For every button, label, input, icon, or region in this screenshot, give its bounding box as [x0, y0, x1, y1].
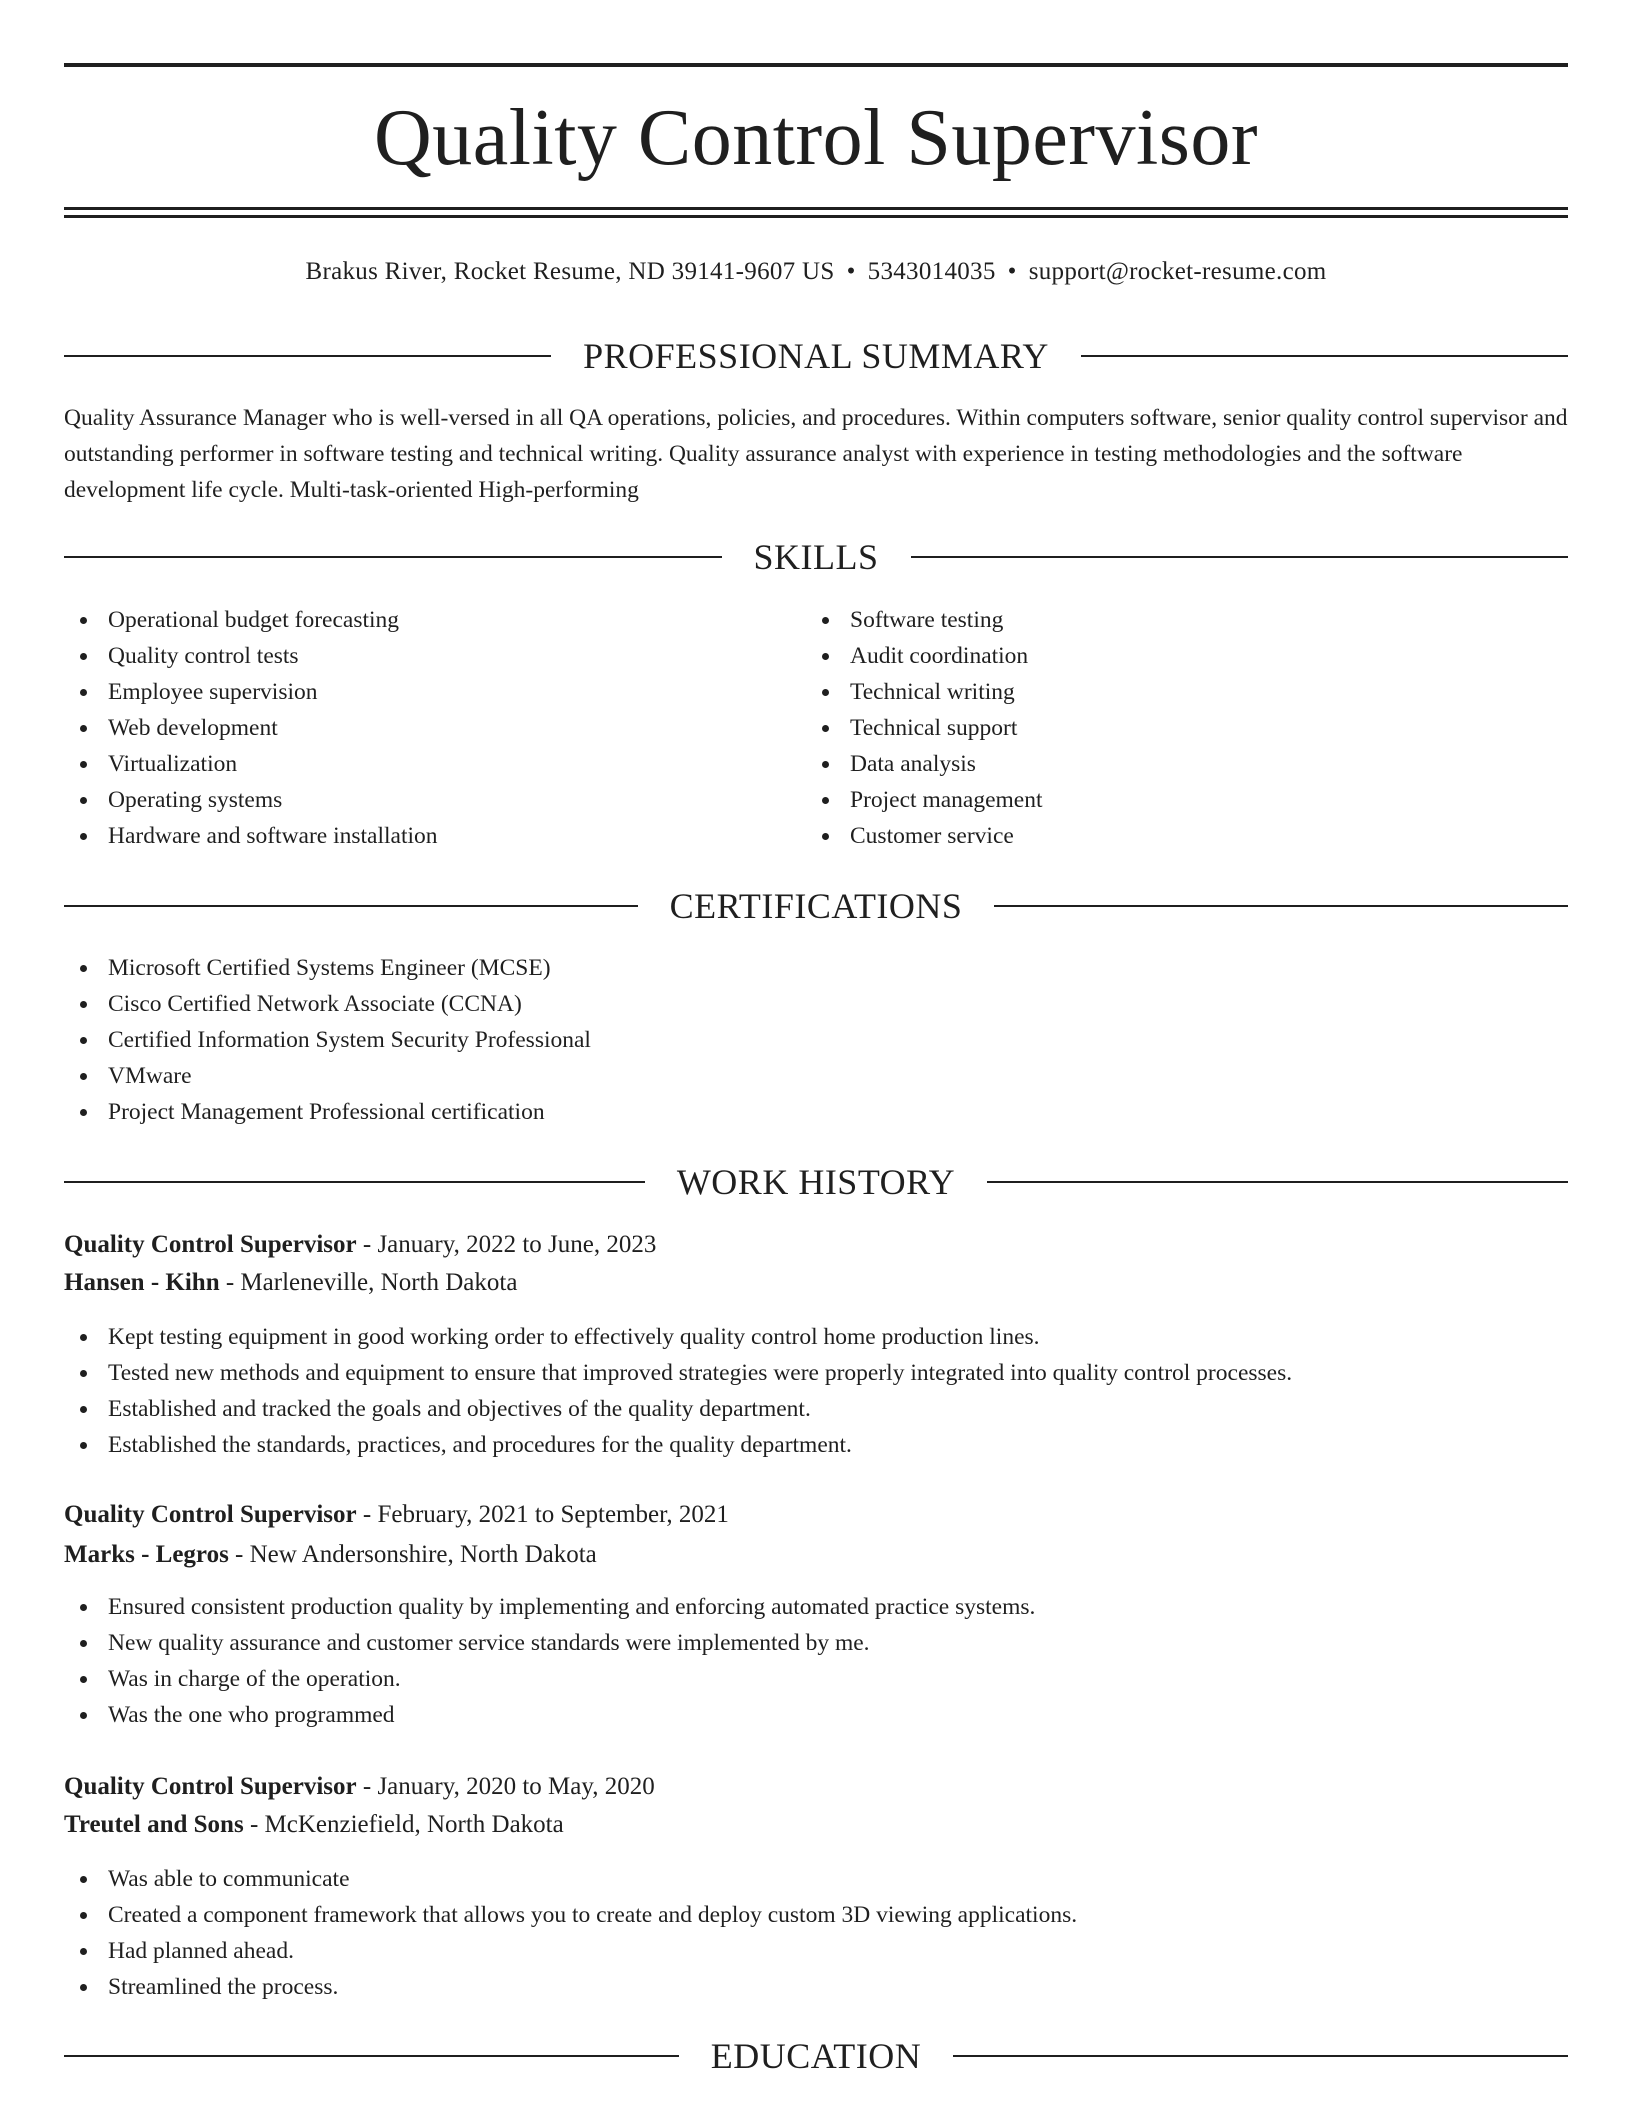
contact-line [64, 254, 1568, 290]
heading-rule-left [64, 2055, 679, 2057]
skill-item: Operational budget forecasting [64, 602, 784, 638]
skill-item: Operating systems [64, 782, 784, 818]
heading-rule-right [911, 556, 1569, 558]
job-role: Quality Control Supervisor [64, 1501, 357, 1528]
job-bullet: Streamlined the process. [64, 1969, 1568, 2005]
certification-item: Certified Information System Security Professional [64, 1022, 1568, 1058]
certification-item: Cisco Certified Network Associate (CCNA) [64, 986, 1568, 1022]
job-title-line [64, 1496, 1568, 1534]
skill-item: Quality control tests [64, 638, 784, 674]
job-bullet: Was the one who programmed [64, 1697, 1568, 1733]
skills-title: SKILLS [753, 537, 879, 577]
job-location: - McKenziefield, North Dakota [249, 1811, 564, 1838]
job-bullets [64, 1319, 1568, 1463]
job-bullet: Ensured consistent production quality by implementing and enforcing automated practice systems. [64, 1589, 1568, 1625]
job-role: Quality Control Supervisor [64, 1231, 357, 1258]
skill-item: Technical writing [806, 674, 1526, 710]
header-rule-lower [64, 215, 1568, 218]
skills-list-left [64, 602, 784, 854]
job-company-line [64, 1806, 1568, 1844]
certifications-title: CERTIFICATIONS [669, 886, 963, 926]
job-bullet: Kept testing equipment in good working order to effectively quality control home production lines. [64, 1319, 1568, 1355]
summary-heading [64, 334, 1568, 378]
contact-address: Brakus River, Rocket Resume, ND 39141-9607 US [305, 258, 835, 285]
skill-item: Customer service [806, 818, 1526, 854]
header-rule-upper [64, 207, 1568, 210]
top-rule [64, 63, 1568, 67]
job-bullet: Established and tracked the goals and objectives of the quality department. [64, 1391, 1568, 1427]
certification-item: Microsoft Certified Systems Engineer (MCSE) [64, 950, 1568, 986]
job-company-line [64, 1264, 1568, 1302]
summary-title: PROFESSIONAL SUMMARY [583, 336, 1049, 376]
education-heading [64, 2034, 1568, 2078]
candidate-name: Quality Control Supervisor [373, 94, 1259, 182]
certification-item: VMware [64, 1058, 1568, 1094]
job-bullets [64, 1589, 1568, 1733]
heading-rule-left [64, 905, 638, 907]
skill-item: Data analysis [806, 746, 1526, 782]
work-heading [64, 1160, 1568, 1204]
job-role: Quality Control Supervisor [64, 1773, 357, 1800]
contact-phone: 5343014035 [867, 258, 996, 285]
skill-item: Hardware and software installation [64, 818, 784, 854]
heading-rule-left [64, 355, 551, 357]
skill-item: Project management [806, 782, 1526, 818]
job-bullet: Was in charge of the operation. [64, 1661, 1568, 1697]
certification-item: Project Management Professional certification [64, 1094, 1568, 1130]
heading-rule-left [64, 1181, 645, 1183]
job-bullet: Created a component framework that allows you to create and deploy custom 3D viewing applications. [64, 1897, 1568, 1933]
heading-rule-right [953, 2055, 1568, 2057]
job-bullet: Had planned ahead. [64, 1933, 1568, 1969]
heading-rule-left [64, 556, 722, 558]
summary-text: Quality Assurance Manager who is well-versed in all QA operations, policies, and procedures. Within computers software, senior quality control supervisor and outstanding performer in software testing and technical writing. Quality assurance analyst with experience in testing methodologies and the software development life cycle. Multi-task-oriented High-performing [64, 405, 1568, 503]
contact-email: support@rocket-resume.com [1028, 258, 1327, 285]
skill-item: Technical support [806, 710, 1526, 746]
certifications-list [64, 950, 1568, 1130]
skills-list-right [806, 602, 1526, 854]
job-location: - Marleneville, North Dakota [225, 1269, 518, 1296]
work-title: WORK HISTORY [676, 1162, 956, 1202]
certifications-heading [64, 884, 1568, 928]
job-bullet: Was able to communicate [64, 1861, 1568, 1897]
skills-heading [64, 535, 1568, 579]
job-dates: - January, 2020 to May, 2020 [362, 1773, 655, 1800]
job-company: Treutel and Sons [64, 1811, 244, 1838]
skill-item: Virtualization [64, 746, 784, 782]
job-title-line [64, 1768, 1568, 1806]
skill-item: Employee supervision [64, 674, 784, 710]
contact-separator: • [846, 258, 856, 285]
heading-rule-right [987, 1181, 1568, 1183]
job-location: - New Andersonshire, North Dakota [235, 1541, 597, 1568]
heading-rule-right [1081, 355, 1568, 357]
job-bullets [64, 1861, 1568, 2005]
skill-item: Web development [64, 710, 784, 746]
job-title-line [64, 1226, 1568, 1264]
skill-item: Software testing [806, 602, 1526, 638]
job-company-line [64, 1536, 1568, 1574]
job-dates: - February, 2021 to September, 2021 [362, 1501, 729, 1528]
job-company: Marks - Legros [64, 1541, 229, 1568]
skill-item: Audit coordination [806, 638, 1526, 674]
job-bullet: New quality assurance and customer service standards were implemented by me. [64, 1625, 1568, 1661]
job-dates: - January, 2022 to June, 2023 [362, 1231, 657, 1258]
contact-separator: • [1007, 258, 1017, 285]
job-company: Hansen - Kihn [64, 1269, 220, 1296]
job-bullet: Tested new methods and equipment to ensure that improved strategies were properly integrated into quality control processes. [64, 1355, 1568, 1391]
education-title: EDUCATION [710, 2036, 922, 2076]
job-bullet: Established the standards, practices, and procedures for the quality department. [64, 1427, 1568, 1463]
heading-rule-right [994, 905, 1568, 907]
